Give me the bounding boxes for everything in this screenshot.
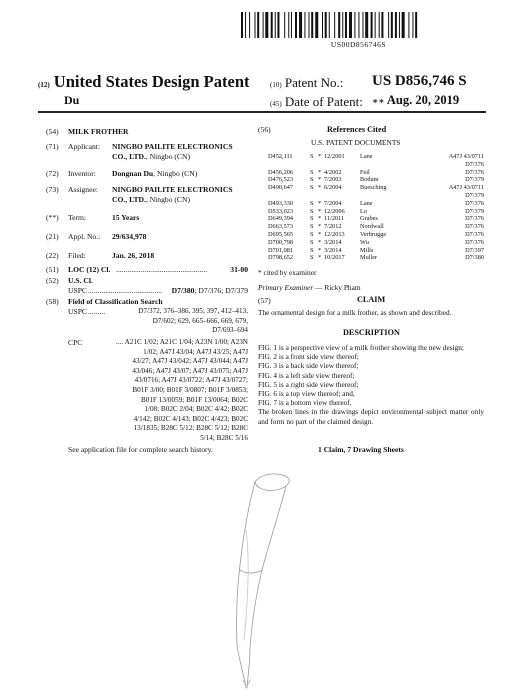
applicant-line2 xyxy=(112,152,190,162)
barcode-bar xyxy=(315,12,318,38)
header-rule xyxy=(38,111,486,113)
reference-s: S xyxy=(310,168,314,176)
cpc-line: 4/142; B02C 4/143; B02C 4/423; B02C xyxy=(133,414,248,423)
reference-date: 7/2004 xyxy=(324,199,342,207)
reference-name: Bodum xyxy=(360,176,379,184)
barcode-bar xyxy=(358,12,359,38)
reference-name: Wu xyxy=(360,238,369,246)
uspc-search-label: USPC xyxy=(68,307,87,316)
reference-s: S xyxy=(310,199,314,207)
barcode-bar xyxy=(275,12,276,38)
reference-s: S xyxy=(310,246,314,254)
reference-cls: D7/376 xyxy=(465,238,484,246)
reference-cls: D7/376 xyxy=(465,215,484,223)
barcode-bar xyxy=(299,12,302,38)
reference-row xyxy=(268,208,484,216)
references-subtitle: U.S. PATENT DOCUMENTS xyxy=(311,138,401,147)
barcode-bar xyxy=(365,12,368,38)
barcode-bar xyxy=(249,12,250,38)
barcode-bar xyxy=(334,12,335,38)
description-line: FIG. 3 is a back side view thereof; xyxy=(258,361,359,371)
field-code: (52) xyxy=(46,276,59,285)
reference-cls: A47J 43/0711 xyxy=(448,153,484,160)
reference-date: 12/2013 xyxy=(324,230,345,238)
description-title: DESCRIPTION xyxy=(343,328,400,337)
barcode-bar xyxy=(263,12,264,38)
description-line: FIG. 1 is a perspective view of a milk frother showing the new design; xyxy=(258,343,464,352)
reference-row xyxy=(268,239,484,247)
cpc-line: B01F 13/0059; B01F 13/0064; B02C xyxy=(140,395,248,404)
patent-number-label xyxy=(270,75,343,91)
frother-whisk-tip xyxy=(243,680,250,685)
invention-title: MILK FROTHER xyxy=(68,127,129,136)
reference-star: * xyxy=(318,184,322,192)
barcode-bar xyxy=(291,12,292,38)
reference-name: Verbrugge xyxy=(360,230,387,238)
barcode-bar xyxy=(329,12,330,38)
frother-handle-right xyxy=(250,486,286,648)
reference-num: D700,798 xyxy=(268,238,294,246)
barcode-bar xyxy=(288,12,289,38)
cpc-line: B01F 3/00; B01F 3/0807; B01F 3/0853; xyxy=(132,385,248,394)
reference-date: 7/2003 xyxy=(324,176,342,184)
reference-name: Mills xyxy=(360,246,374,254)
reference-name: Buesching xyxy=(360,184,387,192)
cpc-line: 43/0716; A47J 43/0722; A47J 43/0727; xyxy=(134,376,248,385)
reference-star: * xyxy=(318,199,322,207)
patent-date-label xyxy=(270,94,363,110)
description-line: FIG. 5 is a right side view thereof; xyxy=(258,379,359,389)
claim-title: CLAIM xyxy=(357,295,386,304)
barcode-bar xyxy=(338,12,340,38)
uspc-dots: ....................................... xyxy=(88,286,163,295)
loc-dots: ................................................ xyxy=(116,265,208,274)
reference-num: D533,023 xyxy=(268,207,294,215)
examiner-name: — Ricky Pham xyxy=(315,283,361,292)
barcode-bar xyxy=(371,12,373,38)
reference-name: Grabes xyxy=(360,215,378,223)
description-body xyxy=(258,343,484,426)
cpc-label: CPC xyxy=(68,338,83,347)
claim-code: (57) xyxy=(258,296,271,305)
field-code: (73) xyxy=(46,185,59,194)
applicant-line2-rest: , Ningbo (CN) xyxy=(145,151,190,161)
reference-cls: D7/376 xyxy=(465,168,484,176)
patent-number: US D856,746 S xyxy=(372,73,467,89)
reference-row xyxy=(268,223,484,231)
reference-date: 12/2006 xyxy=(324,207,345,215)
description-line: FIG. 7 is a bottom view thereof. xyxy=(258,398,352,408)
examiner-label: Primary Examiner xyxy=(258,283,314,292)
cpc-line: 1/08; B02C 2/04; B02C 4/42; B02C xyxy=(144,405,248,414)
reference-star: * xyxy=(318,230,322,238)
barcode-bar xyxy=(388,12,389,38)
reference-cls: D7/376 xyxy=(465,230,484,238)
field-code: (21) xyxy=(46,232,59,241)
barcode-bar xyxy=(363,12,364,38)
cpc-lines xyxy=(84,338,248,444)
references-table xyxy=(268,153,484,262)
reference-s: S xyxy=(310,176,314,184)
barcode-bar xyxy=(241,12,243,38)
reference-row xyxy=(268,153,484,161)
barcode-bar xyxy=(391,12,393,38)
reference-date: 6/2004 xyxy=(324,184,342,192)
reference-s: S xyxy=(310,207,314,215)
cpc-line: 13/1835; B28C 5/12; B28C 5/12; B28C xyxy=(133,424,248,433)
barcode-bar xyxy=(354,12,355,38)
filed-label: Filed: xyxy=(68,251,86,260)
reference-s: S xyxy=(310,153,314,160)
reference-date: 12/2001 xyxy=(324,153,345,160)
barcode-bar xyxy=(322,12,323,38)
barcode-bar xyxy=(379,12,380,38)
reference-s: S xyxy=(310,230,314,238)
reference-star: * xyxy=(318,153,322,160)
reference-date: 7/2012 xyxy=(324,223,342,231)
description-line: FIG. 4 is a left side view thereof; xyxy=(258,370,355,380)
assignee-line2 xyxy=(112,195,190,205)
reference-num: D798,652 xyxy=(268,254,294,262)
milk-frother-drawing xyxy=(210,470,300,692)
reference-row xyxy=(268,192,484,200)
cpc-line: 43/046; A47J 43/07; A47J 43/075; A47J xyxy=(132,366,248,375)
barcode-bar xyxy=(412,12,413,38)
frother-collar-line xyxy=(240,570,262,573)
cpc-line: 1/02; A47J 43/04; A47J 43/25; A47J xyxy=(143,347,248,356)
reference-num: D701,081 xyxy=(268,246,294,254)
reference-num: D456,206 xyxy=(268,168,294,176)
reference-cls: D7/376 xyxy=(465,160,484,168)
broken-lines-note: The broken lines in the drawings depict environmental subject matter only and form no part of the claimed design. xyxy=(258,407,484,426)
uspc-label: USPC xyxy=(68,286,87,295)
reference-row xyxy=(268,184,484,192)
barcode-bar xyxy=(295,12,297,38)
reference-star: * xyxy=(318,238,322,246)
field-code: (22) xyxy=(46,251,59,260)
barcode-bar xyxy=(325,12,327,38)
uspc-search-line: D7/602; 629, 665–666, 669, 679, xyxy=(152,316,248,325)
reference-date: 4/2002 xyxy=(324,168,342,176)
filed-value: Jan. 26, 2018 xyxy=(112,251,155,260)
barcode-bar xyxy=(402,12,405,38)
field-code: (71) xyxy=(46,142,59,151)
applicant-line2-bold: CO., LTD. xyxy=(112,151,146,161)
reference-num: D695,565 xyxy=(268,230,294,238)
barcode-bar xyxy=(265,12,268,38)
barcode-bar xyxy=(375,12,376,38)
barcode-bar xyxy=(415,12,417,38)
code-12: (12) xyxy=(38,81,50,89)
claim-text: The ornamental design for a milk frother, as shown and described. xyxy=(258,308,452,317)
reference-num: D649,394 xyxy=(268,215,294,223)
reference-star: * xyxy=(318,207,322,215)
assignee-line2-rest: , Ningbo (CN) xyxy=(145,194,190,204)
uscl-label: U.S. Cl. xyxy=(68,276,93,285)
examiner-line xyxy=(258,283,361,292)
reference-name: Nordwall xyxy=(360,223,384,231)
barcode-bar xyxy=(277,12,279,38)
barcode-bar xyxy=(284,12,285,38)
field-code: (51) xyxy=(46,265,59,274)
reference-name: Lane xyxy=(360,153,373,160)
reference-row xyxy=(268,254,484,262)
frother-top-ellipse xyxy=(255,474,289,491)
reference-name: Lo xyxy=(360,207,367,215)
patent-number-label-text: Patent No.: xyxy=(284,75,344,90)
term-label: Term: xyxy=(68,213,87,222)
reference-cls: D7/379 xyxy=(465,207,484,215)
reference-num: D490,647 xyxy=(268,184,294,192)
uspc-search-line: D7/693–694 xyxy=(212,326,248,335)
patent-title-header xyxy=(38,72,250,92)
barcode-bar xyxy=(257,12,259,38)
inventor-name: Dongnan Du xyxy=(112,169,154,178)
barcode-bar xyxy=(408,12,409,38)
reference-s: S xyxy=(310,184,314,192)
assignee-line1: NINGBO PAILITE ELECTRONICS xyxy=(112,185,233,194)
reference-s: S xyxy=(310,223,314,231)
barcode-bar xyxy=(395,12,397,38)
barcode-bar xyxy=(245,12,246,38)
cited-by-examiner: * cited by examiner xyxy=(258,268,317,277)
reference-s: S xyxy=(310,238,314,246)
field-code: (**) xyxy=(46,213,59,222)
reference-star: * xyxy=(318,246,322,254)
reference-num: D476,523 xyxy=(268,176,294,184)
reference-star: * xyxy=(318,254,322,262)
reference-num: D452,111 xyxy=(268,153,293,160)
references-title: References Cited xyxy=(327,125,387,134)
code-10: (10) xyxy=(270,81,282,89)
patent-date xyxy=(372,93,459,108)
barcode-bar xyxy=(309,12,310,38)
reference-cls: D7/376 xyxy=(465,199,484,207)
term-value: 15 Years xyxy=(112,213,140,222)
code-45: (45) xyxy=(270,100,282,108)
reference-star: * xyxy=(318,168,322,176)
field-code: (58) xyxy=(46,297,59,306)
description-line: FIG. 2 is a front side view thereof; xyxy=(258,352,359,362)
reference-cls: D7/397 xyxy=(465,246,484,254)
reference-star: * xyxy=(318,176,322,184)
loc-value: 31-00 xyxy=(230,265,248,274)
applicant-line1: NINGBO PAILITE ELECTRONICS xyxy=(112,142,233,151)
reference-name: Muller xyxy=(360,254,378,262)
patent-date-value: Aug. 20, 2019 xyxy=(386,93,460,107)
barcode-bar xyxy=(311,12,313,38)
inventor-surname: Du xyxy=(64,93,80,107)
barcode-bar xyxy=(271,12,273,38)
inventor-value xyxy=(112,169,197,179)
barcode-bar xyxy=(345,12,347,38)
reference-row xyxy=(268,161,484,169)
reference-num: D493,330 xyxy=(268,199,294,207)
reference-row xyxy=(268,200,484,208)
cpc-line: 43/27; A47J 43/042; A47J 43/044; A47J xyxy=(132,357,248,366)
reference-cls: D7/376 xyxy=(465,223,484,231)
assignee-line2-bold: CO., LTD. xyxy=(112,194,146,204)
search-label: Field of Classification Search xyxy=(68,297,163,306)
reference-name: Feil xyxy=(360,168,370,176)
reference-row xyxy=(268,176,484,184)
frother-inner-line xyxy=(244,530,248,640)
uspc-value xyxy=(172,286,248,296)
reference-row xyxy=(268,215,484,223)
see-application-text: See application file for complete search history. xyxy=(68,445,213,454)
reference-date: 11/2011 xyxy=(324,215,345,223)
reference-row xyxy=(268,231,484,239)
barcode xyxy=(241,12,476,38)
reference-num: D663,573 xyxy=(268,223,294,231)
reference-cls: D7/380 xyxy=(465,254,484,262)
claims-sheets-summary: 1 Claim, 7 Drawing Sheets xyxy=(318,445,404,454)
cpc-line: 5/14; B28C 5/16 xyxy=(200,433,248,442)
reference-star: * xyxy=(318,223,322,231)
loc-label: LOC (12) Cl. xyxy=(68,265,111,274)
reference-date: 10/2017 xyxy=(324,254,345,262)
reference-cls: D7/379 xyxy=(465,191,484,199)
reference-cls: A47J 43/0711 xyxy=(448,184,484,192)
barcode-bar xyxy=(399,12,400,38)
uspc-search-dots: ......... xyxy=(88,307,106,316)
inventor-label: Inventor: xyxy=(68,169,96,178)
reference-row xyxy=(268,247,484,255)
patent-type-title: United States Design Patent xyxy=(53,72,250,91)
uspc-search-line: D7/372, 376–386, 395; 397, 412–413, xyxy=(138,307,248,315)
appl-label: Appl. No.: xyxy=(68,232,101,241)
barcode-bar xyxy=(304,12,305,38)
barcode-number: US00D856746S xyxy=(330,40,387,49)
patent-date-label-text: Date of Patent: xyxy=(284,94,363,109)
field-code: (72) xyxy=(46,169,59,178)
reference-s: S xyxy=(310,254,314,262)
date-mark: ∗∗ xyxy=(372,96,385,106)
barcode-bar xyxy=(349,12,352,38)
cpc-line: .... A21C 1/02; A21C 1/04; A23N 1/00; A23N xyxy=(116,338,248,346)
uspc-search-lines xyxy=(92,307,248,336)
reference-s: S xyxy=(310,215,314,223)
uspc-value-bold: D7/380 xyxy=(171,286,195,295)
reference-date: 3/2014 xyxy=(324,238,342,246)
description-line: FIG. 6 is a top view thereof; and, xyxy=(258,389,355,399)
barcode-bar xyxy=(381,12,383,38)
barcode-bar xyxy=(255,12,256,38)
barcode-bar xyxy=(342,12,343,38)
uspc-value-rest: ; D7/376; D7/379 xyxy=(194,286,248,295)
field-code: (54) xyxy=(46,127,59,136)
reference-date: 3/2014 xyxy=(324,246,342,254)
reference-name: Lane xyxy=(360,199,373,207)
reference-row xyxy=(268,169,484,177)
appl-value: 29/634,978 xyxy=(112,232,147,241)
references-code: (56) xyxy=(258,125,271,134)
applicant-label: Applicant: xyxy=(68,142,101,151)
reference-cls: D7/379 xyxy=(465,176,484,184)
assignee-label: Assignee: xyxy=(68,185,98,194)
reference-star: * xyxy=(318,215,322,223)
inventor-location: , Ningbo (CN) xyxy=(153,169,198,178)
